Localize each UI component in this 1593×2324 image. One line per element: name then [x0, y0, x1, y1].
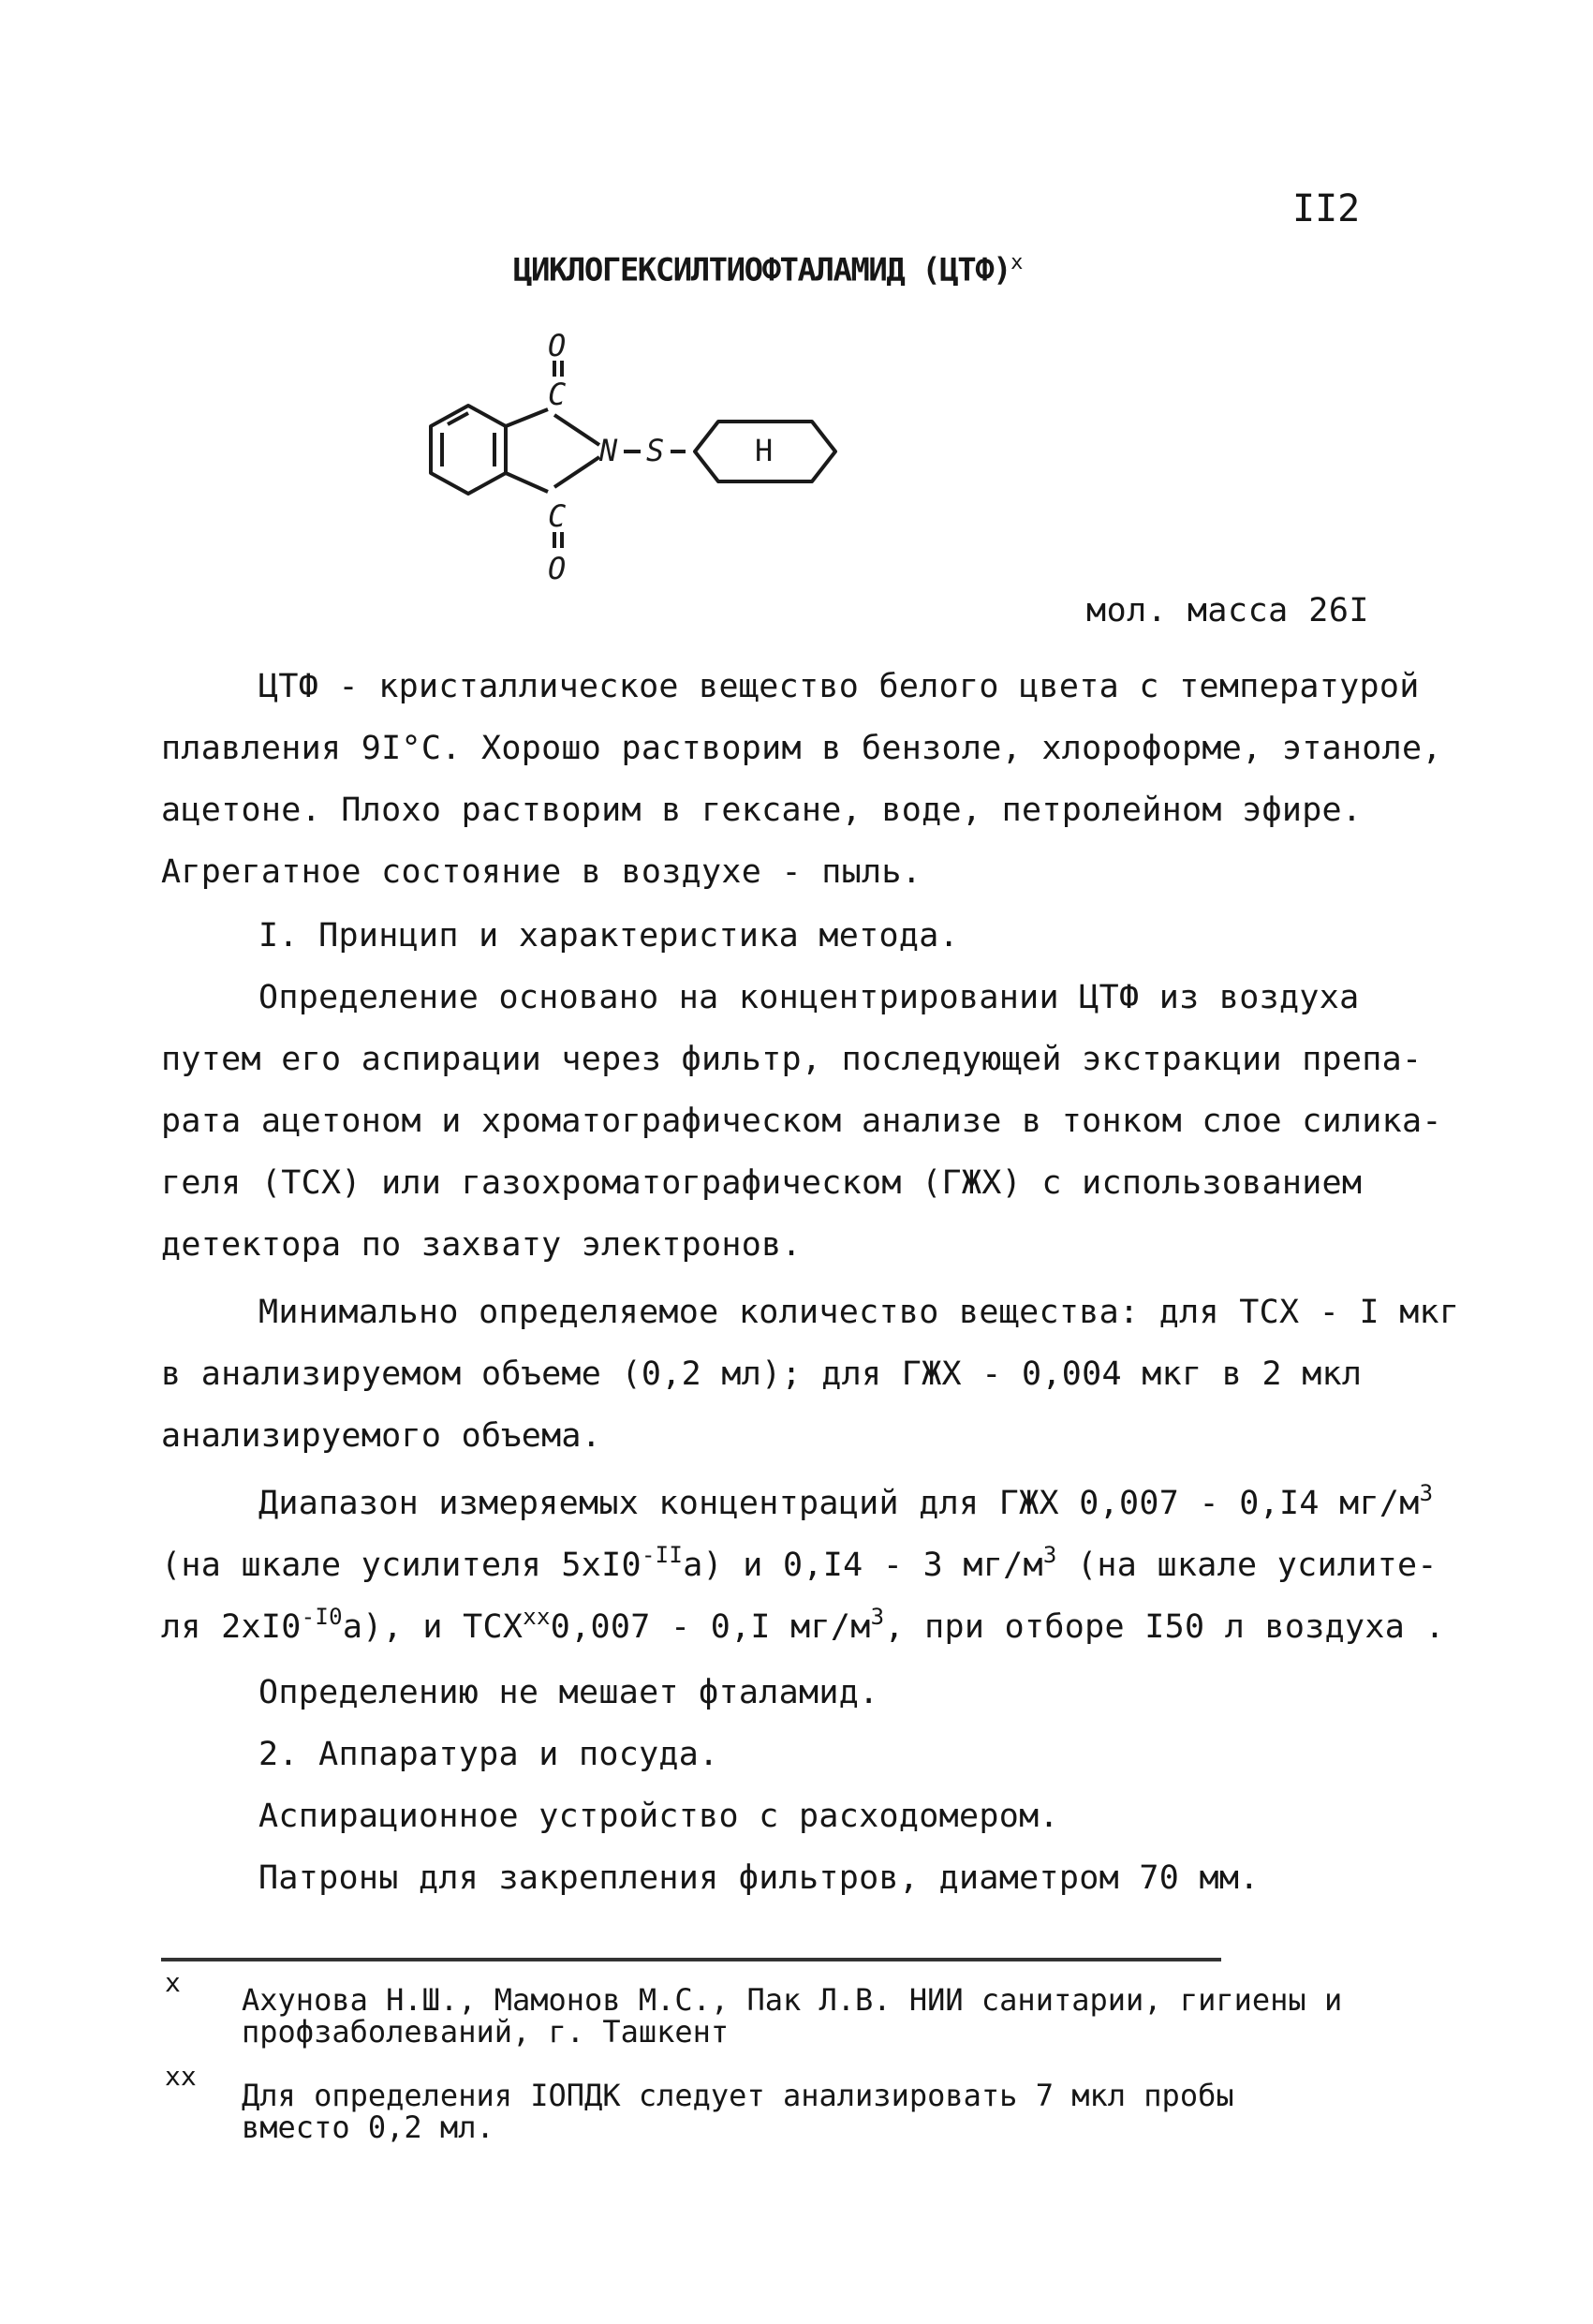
superscript: -II [641, 1542, 684, 1568]
footnote-line: Для определения IОПДК следует анализировать 7 мкл пробы [242, 2078, 1234, 2113]
apparatus-section [161, 1662, 1453, 1909]
text-line [161, 1534, 1453, 1596]
text-line: Агрегатное состояние в воздухе - пыль. [161, 853, 922, 891]
atom-hydrogen-label: H [755, 433, 774, 468]
text-line [161, 1596, 1453, 1658]
text-line: ацетоне. Плохо растворим в гексане, воде, петролейном эфире. [161, 792, 1363, 829]
section-heading-text: I. Принцип и характеристика метода. [258, 917, 960, 955]
molecular-mass: мол. масса 26I [1086, 592, 1370, 629]
superscript: 3 [1419, 1480, 1434, 1506]
text-line: рата ацетоном и хроматографическом анализе в тонком слое силика- [161, 1103, 1442, 1140]
footnote-line: вместо 0,2 мл. [242, 2109, 494, 2145]
superscript: 3 [870, 1604, 885, 1630]
atom-nitrogen: N [599, 433, 618, 468]
page-number: II2 [1292, 187, 1361, 230]
superscript: -I0 [301, 1604, 343, 1630]
range-text: а) и 0,I4 - 3 мг/м [683, 1547, 1043, 1584]
text-line: в анализируемом объеме (0,2 мл); для ГЖХ - 0,004 мкг в 2 мкл [161, 1355, 1363, 1393]
text-line: детектора по захвату электронов. [161, 1226, 802, 1264]
structural-formula [393, 318, 937, 600]
text-line: анализируемого объема. [161, 1417, 602, 1455]
footnote-line: профзаболеваний, г. Ташкент [242, 2014, 730, 2050]
text-line: Патроны для закрепления фильтров, диаметром 70 мм. [258, 1859, 1260, 1897]
title-footnote-mark: х [1010, 251, 1022, 274]
range-text: 0,007 - 0,I мг/м [550, 1608, 871, 1646]
range-text: (на шкале усилите- [1056, 1547, 1438, 1584]
footnote-mark: хх [165, 2061, 197, 2092]
text-line: Аспирационное устройство с расходомером. [258, 1798, 1059, 1835]
range-paragraph [161, 1473, 1453, 1658]
text-line: Определение основано на концентрировании ЦТФ из воздуха [258, 979, 1360, 1016]
range-text: ля 2хI0 [161, 1608, 302, 1646]
atom-sulfur: S [646, 433, 665, 468]
description-paragraph [161, 656, 1453, 903]
text-line: путем его аспирации через фильтр, последующей экстракции препа- [161, 1041, 1423, 1078]
text-line [161, 1473, 1453, 1534]
document-title [513, 251, 1022, 289]
atom-oxygen-bottom: O [548, 551, 567, 586]
range-text: , при отборе I50 л воздуха . [884, 1608, 1445, 1646]
footnote-mark: х [165, 1967, 181, 1998]
superscript: хх [523, 1604, 551, 1630]
range-text: (на шкале усилителя 5хI0 [161, 1547, 642, 1584]
min-amount-paragraph [161, 1281, 1460, 1467]
atom-carbon-top: C [548, 377, 567, 412]
principle-paragraph [161, 967, 1453, 1276]
footnote-2 [242, 2080, 1234, 2143]
text-line: геля (ТСХ) или газохроматографическом (ГЖХ) с использованием [161, 1164, 1363, 1202]
atom-carbon-bottom: C [548, 498, 567, 534]
footnote-line: Ахунова Н.Ш., Мамонов М.С., Пак Л.В. НИИ санитарии, гигиены и [242, 1982, 1343, 2018]
text-line: Минимально определяемое количество вещества: для ТСХ - I мкг [258, 1294, 1460, 1331]
superscript: 3 [1042, 1542, 1057, 1568]
atom-oxygen-top: O [548, 328, 567, 363]
title-text: ЦИКЛОГЕКСИЛТИОФТАЛАМИД (ЦТФ) [513, 251, 1011, 289]
footnote-divider [161, 1958, 1221, 1961]
range-text: а), и ТСХ [342, 1608, 524, 1646]
footnote-1 [242, 1984, 1342, 2048]
section-heading-text: 2. Аппаратура и посуда. [258, 1736, 719, 1773]
range-text: Диапазон измеряемых концентраций для ГЖХ 0,007 - 0,I4 мг/м [258, 1485, 1420, 1522]
text-line: Определению не мешает фталамид. [258, 1674, 879, 1711]
text-line: ЦТФ - кристаллическое вещество белого цвета с температурой [258, 668, 1420, 705]
section-1-heading [161, 905, 1453, 967]
text-line: плавления 9I°C. Хорошо растворим в бензоле, хлороформе, этаноле, [161, 730, 1442, 767]
